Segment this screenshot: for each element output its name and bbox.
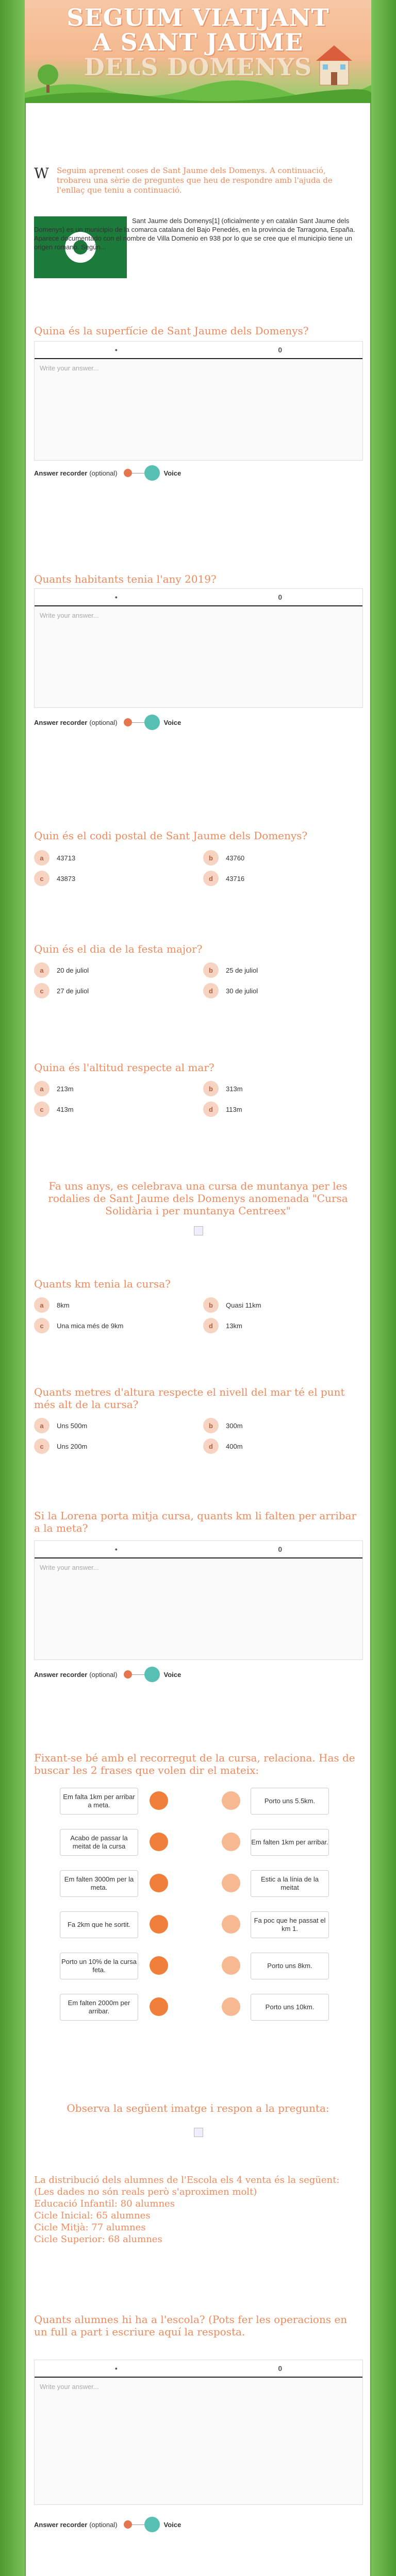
answer-toolbar[interactable]: • 0 (35, 342, 362, 359)
match-connector-left[interactable] (150, 1791, 168, 1810)
match-connector-right[interactable] (222, 1997, 240, 2016)
match-left-2[interactable]: Acabo de passar la meitat de la cursa (60, 1829, 138, 1856)
option-b[interactable]: b 313m (203, 1081, 243, 1096)
wikipedia-icon: W (34, 165, 49, 182)
answer-box-2[interactable] (34, 588, 363, 708)
answer-box-1[interactable] (34, 341, 363, 461)
match-right-3[interactable]: Estic a la línia de la meitat (251, 1870, 329, 1897)
option-d[interactable]: d 113m (203, 1101, 242, 1117)
record-button[interactable] (124, 2520, 132, 2529)
match-left-5[interactable]: Porto un 10% de la cursa feta. (60, 1953, 138, 1979)
answer-input[interactable]: Write your answer... (40, 1564, 99, 1571)
match-connector-left[interactable] (150, 1874, 168, 1892)
match-connector-left[interactable] (150, 1997, 168, 2016)
image-intro: Observa la següent imatge i respon a la pregunta: (67, 2102, 329, 2114)
question-8-title: Quants metres d'altura respecte el nivell del mar té el punt més alt de la cursa? (34, 1386, 345, 1411)
match-right-4[interactable]: Fa poc que he passat el km 1. (251, 1911, 329, 1938)
voice-button[interactable] (144, 715, 160, 730)
match-right-6[interactable]: Porto uns 10km. (251, 1994, 329, 2021)
voice-button[interactable] (144, 2517, 160, 2532)
question-1-title: Quina és la superfície de Sant Jaume dels Domenys? (34, 325, 309, 337)
match-right-5[interactable]: Porto uns 8km. (251, 1953, 329, 1979)
question-5-title: Quina és l'altitud respecte al mar? (34, 1061, 214, 1074)
answer-recorder-1: Answer recorder (optional) Voice (34, 463, 181, 483)
match-connector-right[interactable] (222, 1956, 240, 1975)
page-header (25, 0, 371, 103)
option-a[interactable]: a Uns 500m (34, 1418, 87, 1433)
option-c[interactable]: c Una mica més de 9km (34, 1318, 123, 1333)
option-b[interactable]: b Quasi 11km (203, 1297, 261, 1313)
student-distribution: La distribució dels alumnes de l'Escola els 4 venta és la següent: (Les dades no són reals però s'aproximen molt) Educació Infantil: 80 alumnes Cicle Inicial: 65 alumnes Cicle Mitjà: 77 alumnes Cicle Superior: 68 alumnes (34, 2175, 340, 2245)
answer-input[interactable]: Write your answer... (40, 2383, 99, 2391)
match-left-6[interactable]: Em falten 2000m per arribar. (60, 1994, 138, 2021)
answer-input[interactable]: Write your answer... (40, 612, 99, 619)
option-d[interactable]: d 30 de juliol (203, 983, 258, 998)
race-intro: Fa uns anys, es celebrava una cursa de muntanya per les rodalies de Sant Jaume dels Domenys anomenada "Cursa Solidària i per muntanya Centreex" (48, 1180, 348, 1217)
option-d[interactable]: d 43716 (203, 871, 244, 886)
option-c[interactable]: c 43873 (34, 871, 75, 886)
question-9-title: Si la Lorena porta mitja cursa, quants km li falten per arribar a la meta? (34, 1510, 357, 1534)
answer-box-12[interactable] (34, 2360, 363, 2505)
answer-recorder-12: Answer recorder (optional) Voice (34, 2514, 181, 2535)
school-poster-image (194, 2128, 203, 2137)
question-10-title: Fixant-se bé amb el recorregut de la cursa, relaciona. Has de buscar les 2 frases que volen dir el mateix: (34, 1752, 355, 1776)
voice-button[interactable] (144, 1667, 160, 1682)
answer-toolbar[interactable]: • 0 (35, 2360, 362, 2378)
match-right-2[interactable]: Em falten 1km per arribar. (251, 1829, 329, 1856)
voice-button[interactable] (144, 465, 160, 481)
option-d[interactable]: d 400m (203, 1438, 243, 1454)
right-decoration (371, 0, 396, 2576)
match-right-1[interactable]: Porto uns 5.5km. (251, 1788, 329, 1815)
match-connector-right[interactable] (222, 1833, 240, 1851)
option-a[interactable]: a 8km (34, 1297, 70, 1313)
option-a[interactable]: a 213m (34, 1081, 74, 1096)
match-connector-right[interactable] (222, 1915, 240, 1934)
record-button[interactable] (124, 469, 132, 477)
answer-toolbar[interactable]: • 0 (35, 1541, 362, 1558)
match-connector-right[interactable] (222, 1874, 240, 1892)
question-7-title: Quants km tenia la cursa? (34, 1278, 171, 1290)
option-b[interactable]: b 25 de juliol (203, 962, 258, 978)
match-left-3[interactable]: Em falten 3000m per la meta. (60, 1870, 138, 1897)
question-12-title: Quants alumnes hi ha a l'escola? (Pots fer les operacions en un full a part i escriure aquí la resposta. (34, 2313, 348, 2338)
race-image (194, 1226, 203, 1235)
option-d[interactable]: d 13km (203, 1318, 242, 1333)
question-4-title: Quin és el dia de la festa major? (34, 943, 203, 955)
question-3-title: Quin és el codi postal de Sant Jaume dels Domenys? (34, 829, 308, 842)
match-connector-left[interactable] (150, 1833, 168, 1851)
answer-input[interactable]: Write your answer... (40, 364, 99, 372)
question-2-title: Quants habitants tenia l'any 2019? (34, 573, 217, 585)
left-decoration (0, 0, 25, 2576)
match-connector-left[interactable] (150, 1915, 168, 1934)
option-a[interactable]: a 43713 (34, 850, 75, 866)
record-button[interactable] (124, 718, 132, 726)
match-connector-right[interactable] (222, 1791, 240, 1810)
page-title: SEGUIM VIATJANT A SANT JAUME DELS DOMENYS (67, 4, 329, 81)
option-b[interactable]: b 300m (203, 1418, 243, 1433)
intro-text: Seguim aprenent coses de Sant Jaume dels Domenys. A continuació, trobareu una sèrie de preguntes que heu de respondre amb l'ajuda de l'enllaç que teniu a continuació. (57, 166, 333, 195)
wiki-excerpt: Sant Jaume dels Domenys[1] (oficialmente y en catalán Sant Jaume dels Domenys) es un municipio de la comarca catalana del Bajo Penedés, en la provincia de Tarragona, España. Aparece documentado con el nombre de Villa Domenio en 938 por lo que se cree que el municipio tiene un origen romano. Según... (34, 217, 355, 251)
answer-recorder-2: Answer recorder (optional) Voice (34, 712, 181, 733)
match-left-4[interactable]: Fa 2km que he sortit. (60, 1911, 138, 1938)
record-button[interactable] (124, 1670, 132, 1679)
option-a[interactable]: a 20 de juliol (34, 962, 89, 978)
worksheet-card (26, 103, 370, 2576)
option-b[interactable]: b 43760 (203, 850, 244, 866)
answer-toolbar[interactable]: • 0 (35, 589, 362, 606)
answer-box-9[interactable] (34, 1540, 363, 1660)
answer-recorder-9: Answer recorder (optional) Voice (34, 1664, 181, 1685)
match-left-1[interactable]: Em falta 1km per arribar a meta. (60, 1788, 138, 1815)
option-c[interactable]: c 27 de juliol (34, 983, 89, 998)
option-c[interactable]: c 413m (34, 1101, 74, 1117)
option-c[interactable]: c Uns 200m (34, 1438, 87, 1454)
match-connector-left[interactable] (150, 1956, 168, 1975)
